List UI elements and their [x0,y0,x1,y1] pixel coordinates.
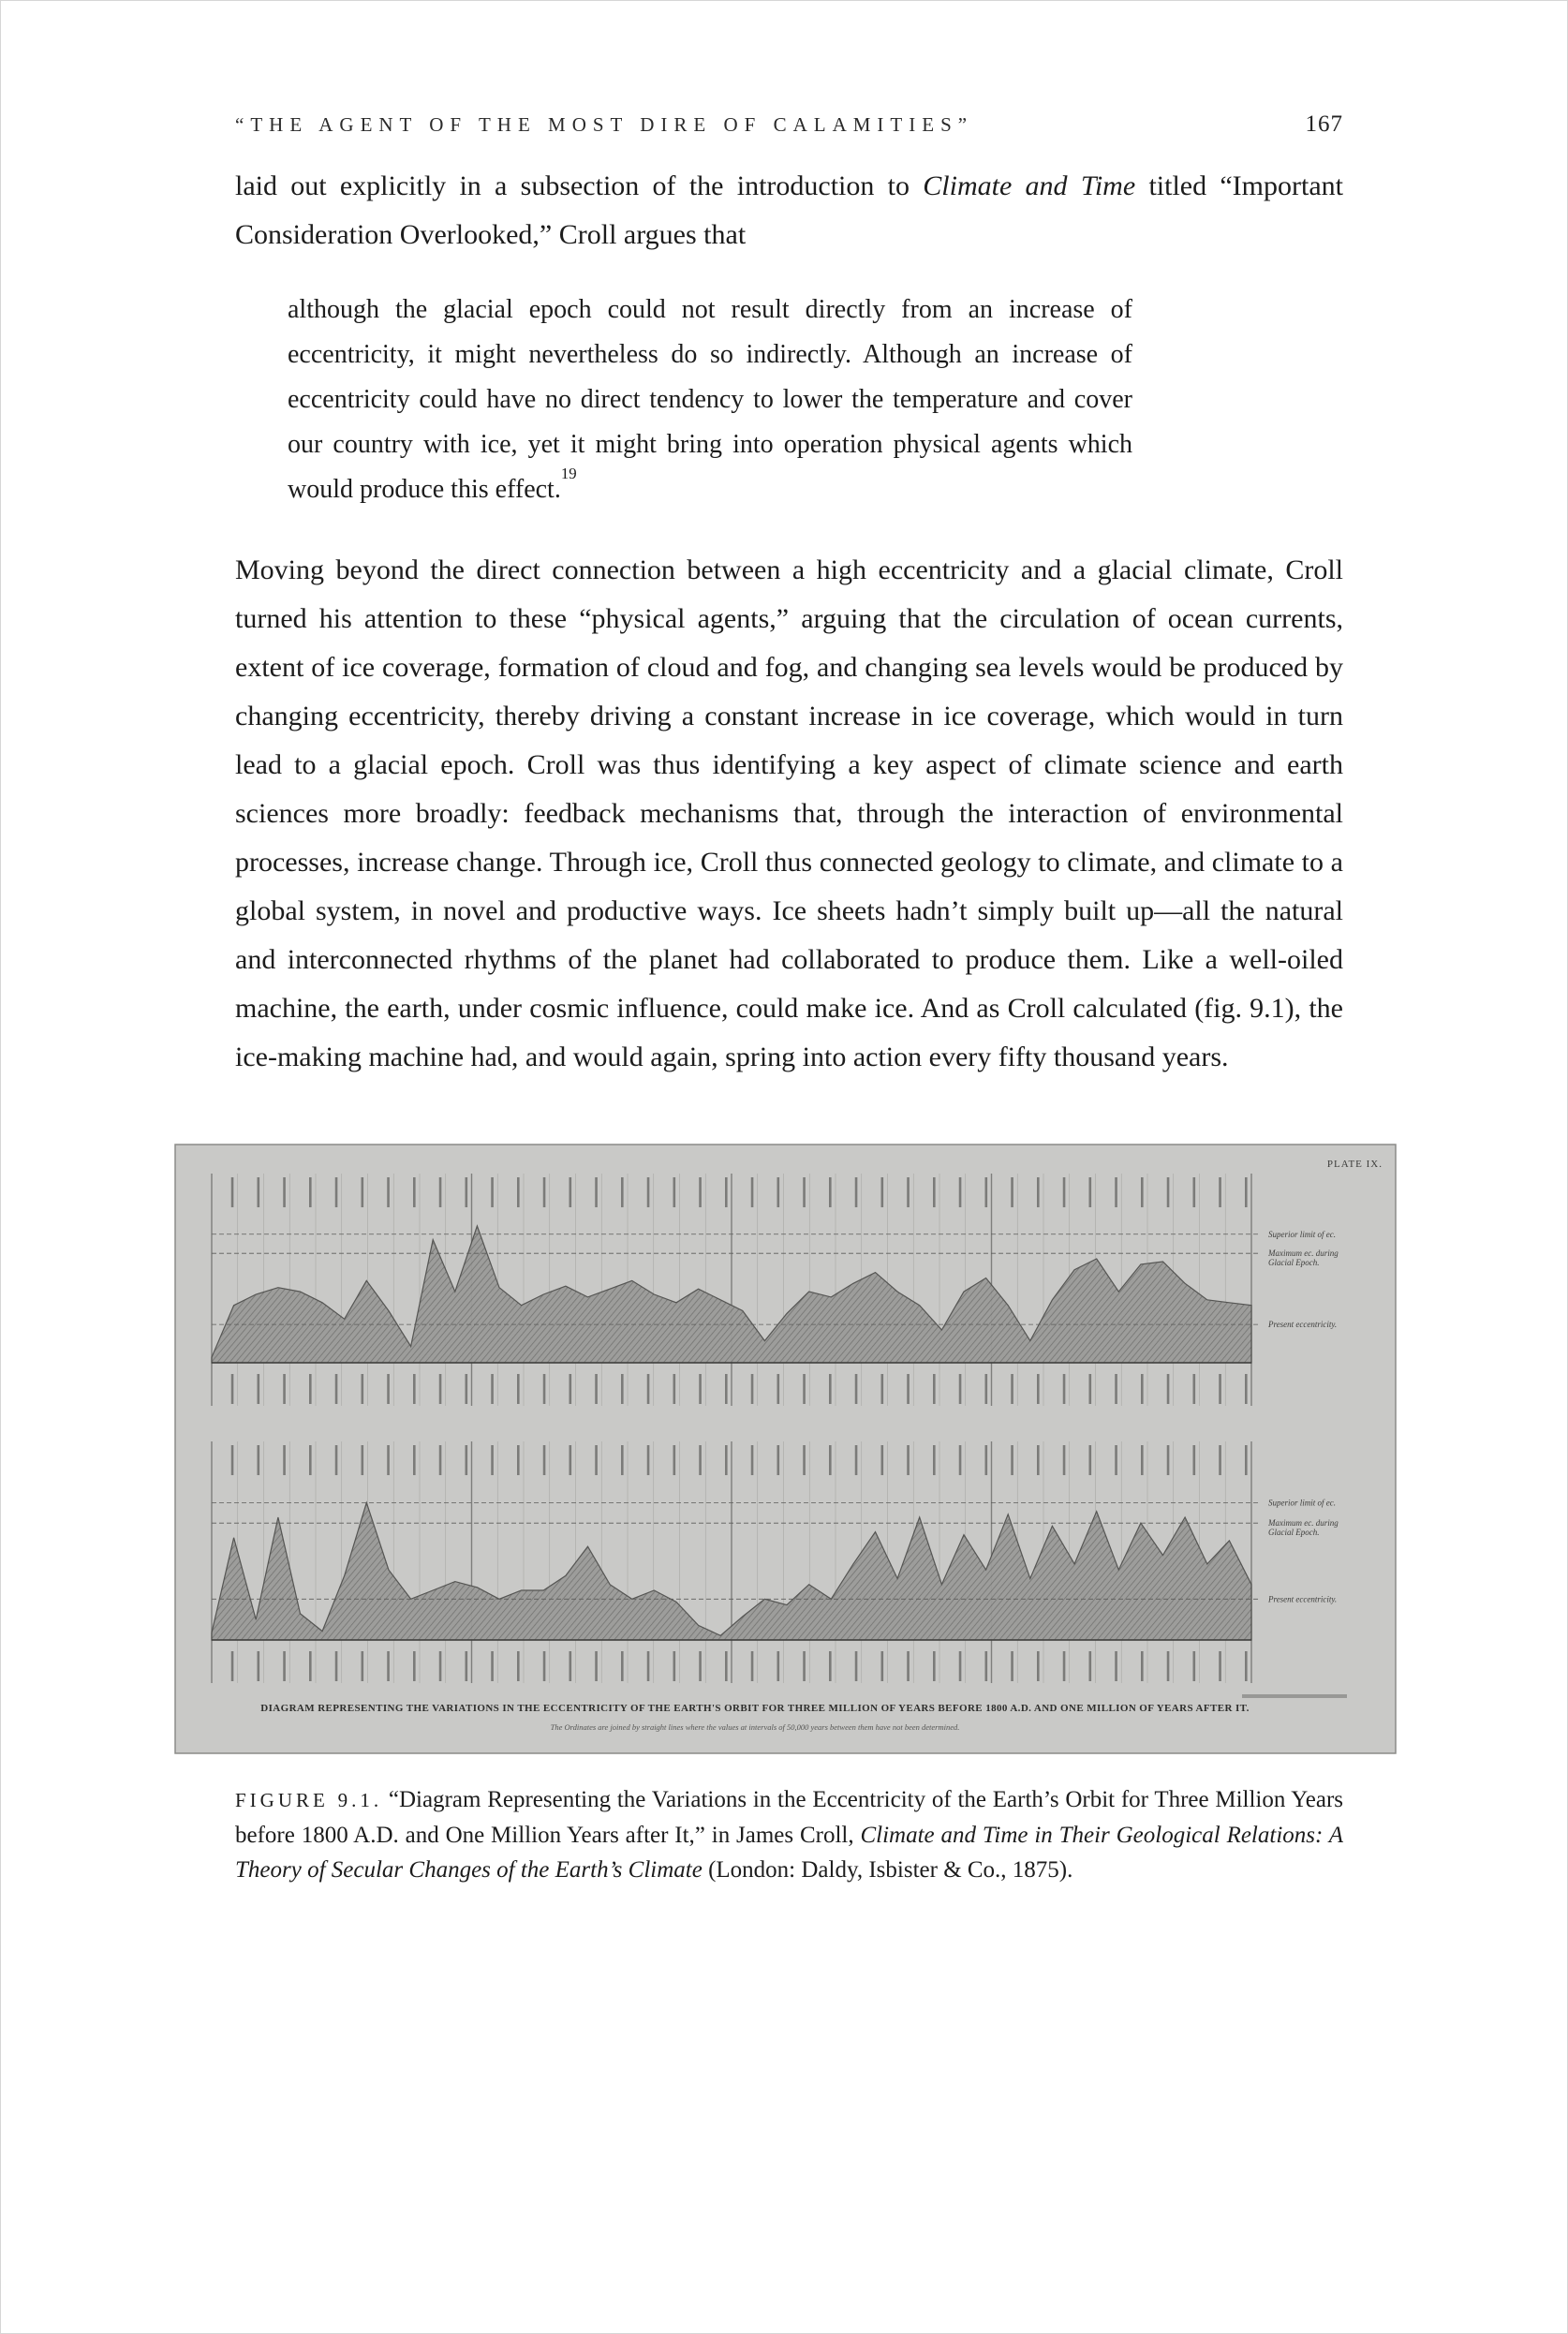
block-quote [288,288,1132,512]
intro-text-2: titled “Important Consideration Overlooked,” Croll argues that [235,170,1343,250]
svg-text:Maximum ec. duringGlacial Epoc: Maximum ec. during Glacial Epoch. [1268,1248,1339,1268]
svg-text:DIAGRAM REPRESENTING THE VARIA: DIAGRAM REPRESENTING THE VARIATIONS IN THE ECCENTRICITY OF THE EARTH'S ORBIT FOR THREE MILLION OF YEARS BEFORE 1800 A.D. AND ONE MILLION OF YEARS AFTER IT. [260,1703,1250,1714]
figure-9-1 [174,1144,1397,1754]
svg-text:Superior limit of ec.: Superior limit of ec. [1268,1229,1336,1239]
main-paragraph: Moving beyond the direct connection between a high eccentricity and a glacial climate, Croll turned his attention to these “physical agents,” arguing that the circulation of ocean currents, extent of ice coverage, formation of cloud and fog, and changing sea levels would be produced by changing eccentricity, thereby driving a constant increase in ice coverage, which would in turn lead to a glacial epoch. Croll was thus identifying a key aspect of climate science and earth sciences more broadly: feedback mechanisms that, through the interaction of environmental processes, increase change. Through ice, Croll thus connected geology to climate, and climate to a global system, in novel and productive ways. Ice sheets hadn’t simply built up—all the natural and interconnected rhythms of the planet had collaborated to produce them. Like a well-oiled machine, the earth, under cosmic influence, could make ice. And as Croll calculated (fig. 9.1), the ice-making machine had, and would again, spring into action every fifty thousand years. [235,554,1343,1072]
svg-text:Superior limit of ec.: Superior limit of ec. [1268,1498,1336,1508]
svg-text:Present eccentricity.: Present eccentricity. [1268,1594,1338,1604]
caption-text-1: “Diagram Representing the Variations in the Eccentricity of the Earth’s Orbit for Three Million Years before 1800 A.D. and One Million Years after It,” in James Croll, [235,1787,1344,1848]
plate-figure-svg [174,1144,1397,1754]
svg-text:Present eccentricity.: Present eccentricity. [1268,1320,1338,1330]
caption-book-title: Climate and Time in Their Geological Relations: A Theory of Secular Changes of the Earth’s Climate [235,1823,1343,1883]
svg-text:The Ordinates are joined by st: The Ordinates are joined by straight lines where the values at intervals of 50,000 years between them have not been determined. [550,1722,960,1732]
running-head [235,111,1343,138]
intro-paragraph [235,162,1343,259]
book-title-inline: Climate and Time [923,170,1136,201]
svg-text:Maximum ec. duringGlacial Epoc: Maximum ec. during Glacial Epoch. [1268,1518,1339,1538]
caption-text-2: (London: Daldy, Isbister & Co., 1875). [702,1857,1073,1883]
running-head-title: “THE AGENT OF THE MOST DIRE OF CALAMITIES” [235,113,974,136]
intro-text-1: laid out explicitly in a subsection of the introduction to [235,170,924,201]
figure-caption [235,1782,1343,1887]
page-number: 167 [1305,111,1343,137]
svg-text:PLATE IX.: PLATE IX. [1326,1159,1383,1170]
footnote-marker: 19 [560,465,577,483]
quote-text: although the glacial epoch could not result directly from an increase of eccentricity, it might nevertheless do so indirectly. Although an increase of eccentricity could have no direct tendency to lower the temperature and cover our country with ice, yet it might bring into operation physical agents which would produce this effect. [288,295,1132,504]
figure-caption-label: FIGURE 9.1. [235,1789,383,1811]
